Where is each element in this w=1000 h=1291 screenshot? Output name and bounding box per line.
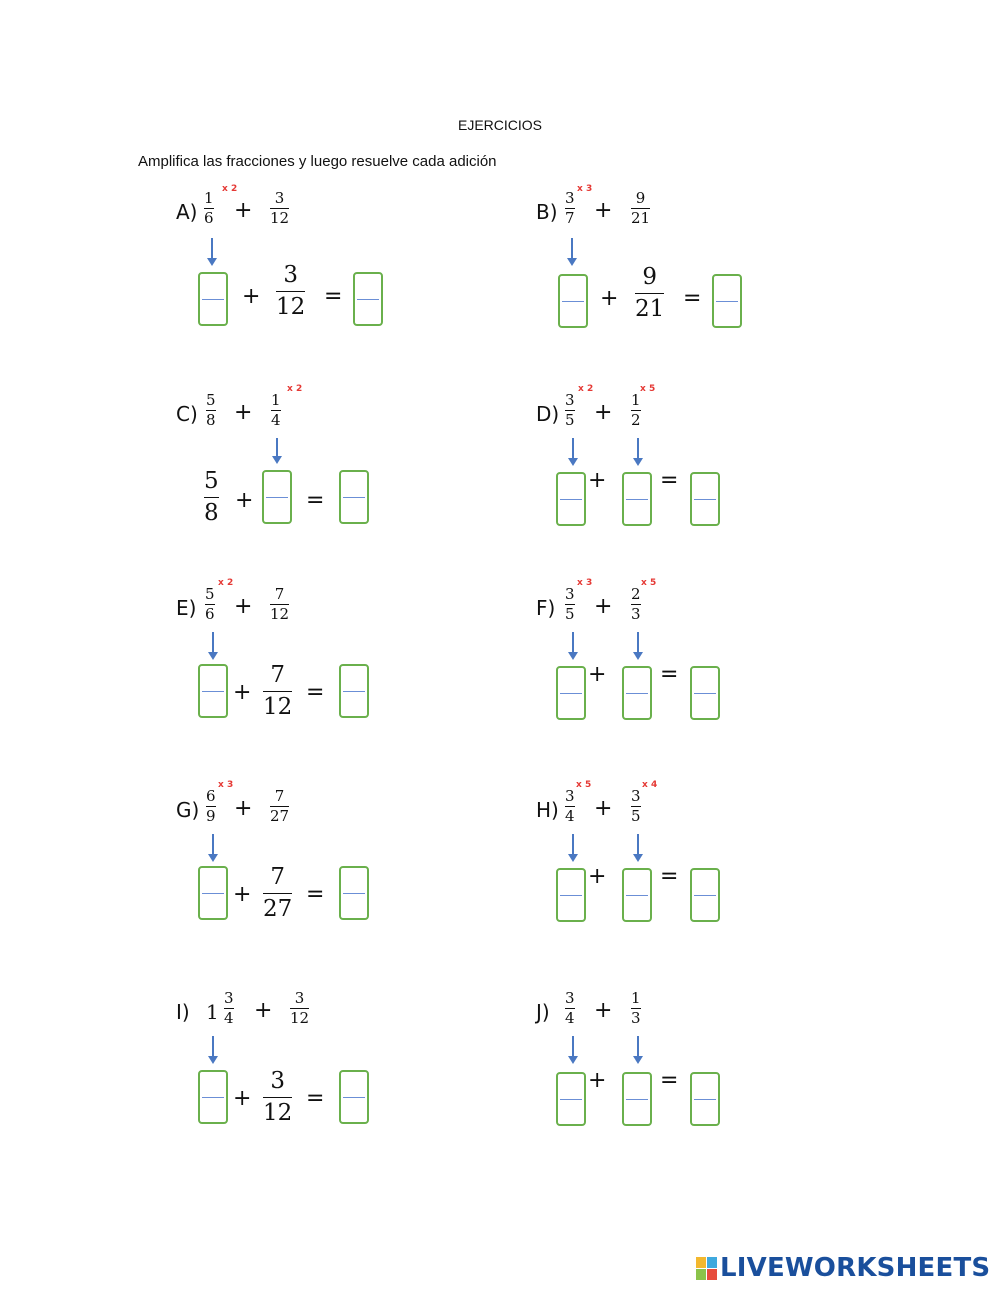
fraction-1: 5 8 [206, 391, 216, 429]
multiplier-1: x 2 [578, 384, 594, 394]
plus-sign: + [594, 998, 613, 1023]
amplify-arrow [637, 834, 639, 856]
fraction-2: 1 4 [271, 391, 281, 429]
amplify-arrow [572, 632, 574, 654]
exercise-d [536, 384, 896, 534]
answer-box-1[interactable] [198, 866, 228, 920]
answer-box-1[interactable] [198, 664, 228, 718]
result-box[interactable] [690, 666, 720, 720]
plus-sign: + [233, 882, 252, 907]
fraction-2-large: 3 12 [263, 1068, 293, 1126]
plus-sign: + [235, 488, 254, 513]
amplify-arrow [572, 438, 574, 460]
amplify-arrow [571, 238, 573, 260]
equals-sign: = [306, 1086, 325, 1111]
exercise-b [536, 182, 896, 332]
logo-block-l [696, 1257, 706, 1268]
plus-sign: + [594, 400, 613, 425]
plus-sign: + [588, 662, 607, 687]
plus-sign: + [234, 594, 253, 619]
fraction-2: 2 3 [631, 585, 641, 623]
exercise-f [536, 578, 896, 728]
multiplier-1: x 2 [222, 184, 238, 194]
answer-box-1[interactable] [556, 472, 586, 526]
exercise-label: I) [176, 1000, 190, 1024]
multiplier-1: x 3 [218, 780, 234, 790]
answer-box-2[interactable] [622, 1072, 652, 1126]
plus-sign: + [234, 198, 253, 223]
amplify-arrow [637, 632, 639, 654]
fraction-2-large: 7 27 [263, 864, 293, 922]
equals-sign: = [660, 662, 679, 687]
fraction-2: 1 2 [631, 391, 641, 429]
result-box[interactable] [690, 472, 720, 526]
result-box[interactable] [339, 664, 369, 718]
answer-box-2[interactable] [622, 868, 652, 922]
fraction-2: 7 12 [270, 585, 290, 623]
result-box[interactable] [339, 470, 369, 524]
exercise-a [176, 182, 536, 332]
multiplier-1: x 3 [577, 578, 593, 588]
multiplier-1: x 5 [576, 780, 592, 790]
equals-sign: = [660, 864, 679, 889]
answer-box-1[interactable] [556, 868, 586, 922]
exercise-e [176, 578, 536, 728]
amplify-arrow [637, 438, 639, 460]
fraction-1: 3 4 [224, 989, 234, 1027]
result-box[interactable] [690, 868, 720, 922]
plus-sign: + [233, 680, 252, 705]
amplify-arrow [572, 834, 574, 856]
result-box[interactable] [712, 274, 742, 328]
exercise-label: D) [536, 402, 560, 426]
multiplier-2: x 4 [642, 780, 658, 790]
fraction-2-large: 7 12 [263, 662, 293, 720]
equals-sign: = [660, 1068, 679, 1093]
multiplier-2: x 5 [640, 384, 656, 394]
plus-sign: + [594, 594, 613, 619]
fraction-2: 3 12 [290, 989, 310, 1027]
plus-sign: + [234, 796, 253, 821]
result-box[interactable] [353, 272, 383, 326]
brand-logo [696, 1257, 717, 1280]
exercise-label: H) [536, 798, 559, 822]
exercise-label: G) [176, 798, 200, 822]
answer-box-2[interactable] [622, 666, 652, 720]
logo-block-e [707, 1269, 717, 1280]
plus-sign: + [234, 400, 253, 425]
answer-box-1[interactable] [556, 1072, 586, 1126]
exercise-label: B) [536, 200, 558, 224]
fraction-2-large: 3 12 [276, 262, 306, 320]
exercise-j [536, 982, 896, 1132]
plus-sign: + [588, 468, 607, 493]
result-box[interactable] [339, 866, 369, 920]
fraction-1: 1 6 [204, 189, 214, 227]
liveworksheets-brand [696, 1253, 990, 1283]
logo-block-v [696, 1269, 706, 1280]
answer-box-1[interactable] [198, 272, 228, 326]
result-box[interactable] [339, 1070, 369, 1124]
equals-sign: = [683, 286, 702, 311]
amplify-arrow [637, 1036, 639, 1058]
fraction-2-large: 9 21 [635, 264, 665, 322]
equals-sign: = [306, 882, 325, 907]
answer-box-1[interactable] [556, 666, 586, 720]
exercise-label: C) [176, 402, 198, 426]
amplify-arrow [212, 632, 214, 654]
multiplier-1: x 2 [218, 578, 234, 588]
equals-sign: = [660, 468, 679, 493]
exercise-i [176, 982, 536, 1132]
fraction-2: 9 21 [631, 189, 651, 227]
plus-sign: + [254, 998, 273, 1023]
exercise-label: A) [176, 200, 198, 224]
logo-block-i [707, 1257, 717, 1268]
fraction-2: 7 27 [270, 787, 290, 825]
multiplier-2: x 5 [641, 578, 657, 588]
exercise-h [536, 778, 896, 928]
equals-sign: = [306, 680, 325, 705]
exercise-label: E) [176, 596, 197, 620]
amplify-arrow [572, 1036, 574, 1058]
plus-sign: + [600, 286, 619, 311]
whole-number: 1 [206, 1000, 219, 1024]
answer-box-1[interactable] [558, 274, 588, 328]
amplify-arrow [276, 438, 278, 458]
amplify-arrow [211, 238, 213, 260]
equals-sign: = [324, 284, 343, 309]
multiplier-2: x 2 [287, 384, 303, 394]
fraction-1-large: 5 8 [204, 468, 219, 526]
fraction-1: 3 4 [565, 787, 575, 825]
plus-sign: + [594, 198, 613, 223]
brand-name: LIVEWORKSHEETS [720, 1253, 991, 1283]
plus-sign: + [594, 796, 613, 821]
plus-sign: + [588, 864, 607, 889]
exercise-label: F) [536, 596, 556, 620]
exercise-g [176, 778, 536, 928]
amplify-arrow [212, 1036, 214, 1058]
equals-sign: = [306, 488, 325, 513]
fraction-1: 3 5 [565, 391, 575, 429]
fraction-1: 6 9 [206, 787, 216, 825]
exercise-label: J) [536, 1000, 550, 1024]
fraction-2: 1 3 [631, 989, 641, 1027]
answer-box-2[interactable] [262, 470, 292, 524]
fraction-2: 3 12 [270, 189, 290, 227]
answer-box-1[interactable] [198, 1070, 228, 1124]
page-title: EJERCICIOS [457, 117, 542, 133]
multiplier-1: x 3 [577, 184, 593, 194]
result-box[interactable] [690, 1072, 720, 1126]
plus-sign: + [233, 1086, 252, 1111]
answer-box-2[interactable] [622, 472, 652, 526]
fraction-2: 3 5 [631, 787, 641, 825]
exercise-c [176, 384, 536, 534]
fraction-1: 3 7 [565, 189, 575, 227]
instruction-text: Amplifica las fracciones y luego resuelve cada adición [138, 153, 497, 170]
amplify-arrow [212, 834, 214, 856]
fraction-1: 3 4 [565, 989, 575, 1027]
fraction-1: 3 5 [565, 585, 575, 623]
fraction-1: 5 6 [205, 585, 215, 623]
plus-sign: + [588, 1068, 607, 1093]
plus-sign: + [242, 284, 261, 309]
